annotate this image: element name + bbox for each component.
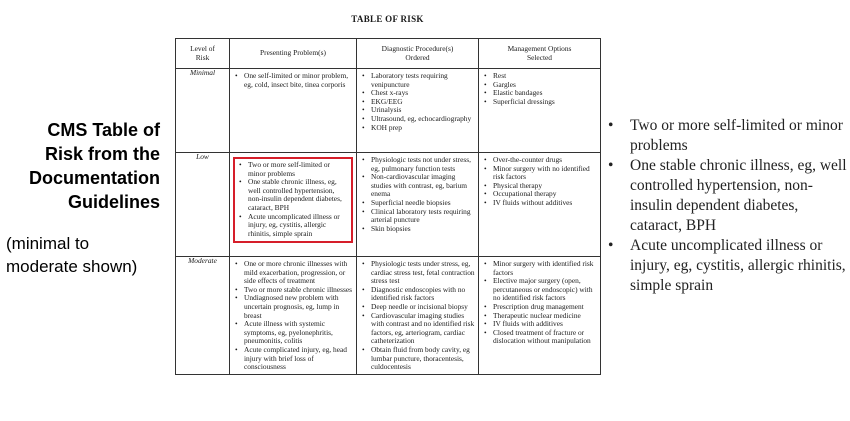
- list-item: • Skin biopsies: [360, 225, 475, 234]
- list-item: • KOH prep: [360, 124, 475, 133]
- list-item: • IV fluids with additives: [482, 320, 597, 329]
- list-item: • Acute complicated injury, eg, head injury with brief loss of consciousness: [233, 346, 353, 372]
- cell-low-problems: [230, 153, 357, 257]
- list-item: • EKG/EEG: [360, 98, 475, 107]
- list-item: • Laboratory tests requiring venipuncture: [360, 72, 475, 89]
- list-item: • Acute uncomplicated illness or injury, eg, cystitis, allergic rhinitis, simple sprain: [606, 236, 850, 296]
- list-item: • Closed treatment of fracture or dislocation without manipulation: [482, 329, 597, 346]
- list-item: • Non-cardiovascular imaging studies with contrast, eg, barium enema: [360, 173, 475, 199]
- cell-minimal-management: [479, 69, 601, 153]
- list-item: • Deep needle or incisional biopsy: [360, 303, 475, 312]
- list-item: • Chest x-rays: [360, 89, 475, 98]
- list-item: • Elective major surgery (open, percutaneous or endoscopic) with no identified risk factors: [482, 277, 597, 303]
- list-item: • Physiologic tests under stress, eg, cardiac stress test, fetal contraction stress test: [360, 260, 475, 286]
- table-row-minimal: [176, 69, 601, 153]
- list-item: • One stable chronic illness, eg, well controlled hypertension, non-insulin dependent diabetes, cataract, BPH: [237, 178, 349, 212]
- level-low: Low: [176, 153, 230, 257]
- list-item: • One or more chronic illnesses with mild exacerbation, progression, or side effects of treatment: [233, 260, 353, 286]
- list-item: • Two or more stable chronic illnesses: [233, 286, 353, 295]
- list-item: • Superficial dressings: [482, 98, 597, 107]
- list-item: • Minor surgery with no identified risk factors: [482, 165, 597, 182]
- list-item: • Two or more self-limited or minor problems: [606, 116, 850, 156]
- cell-minimal-diagnostics: [357, 69, 479, 153]
- table-header-row: [176, 39, 601, 69]
- list-item: • One stable chronic illness, eg, well controlled hypertension, non-insulin dependent diabetes, cataract, BPH: [606, 156, 850, 236]
- list-item: • Therapeutic nuclear medicine: [482, 312, 597, 321]
- cell-moderate-diagnostics: [357, 257, 479, 375]
- list-item: • IV fluids without additives: [482, 199, 597, 208]
- list-item: • Obtain fluid from body cavity, eg lumbar puncture, thoracentesis, culdocentesis: [360, 346, 475, 372]
- list-item: • Acute uncomplicated illness or injury, eg, cystitis, allergic rhinitis, simple sprain: [237, 213, 349, 239]
- list-item: • Clinical laboratory tests requiring arterial puncture: [360, 208, 475, 225]
- header-diagnostic-procedures: Diagnostic Procedure(s) Ordered: [357, 39, 479, 69]
- left-caption: [0, 118, 170, 278]
- cell-minimal-problems: [230, 69, 357, 153]
- list-item: • Occupational therapy: [482, 190, 597, 199]
- cell-moderate-management: [479, 257, 601, 375]
- cell-low-management: [479, 153, 601, 257]
- list-item: • One self-limited or minor problem, eg, cold, insect bite, tinea corporis: [233, 72, 353, 89]
- list-item: • Physical therapy: [482, 182, 597, 191]
- header-management-options: Management Options Selected: [479, 39, 601, 69]
- list-item: • Two or more self-limited or minor problems: [237, 161, 349, 178]
- right-bullet-list: [606, 116, 850, 296]
- level-minimal: Minimal: [176, 69, 230, 153]
- header-presenting-problems: Presenting Problem(s): [230, 39, 357, 69]
- list-item: • Ultrasound, eg, echocardiography: [360, 115, 475, 124]
- list-item: • Diagnostic endoscopies with no identified risk factors: [360, 286, 475, 303]
- cms-table-title: CMS Table of Risk from the Documentation Guidelines: [28, 120, 160, 212]
- cell-moderate-problems: [230, 257, 357, 375]
- cell-low-diagnostics: [357, 153, 479, 257]
- list-item: • Over-the-counter drugs: [482, 156, 597, 165]
- list-item: • Undiagnosed new problem with uncertain prognosis, eg, lump in breast: [233, 294, 353, 320]
- list-item: • Rest: [482, 72, 597, 81]
- list-item: • Superficial needle biopsies: [360, 199, 475, 208]
- risk-table: [175, 38, 601, 375]
- list-item: • Gargles: [482, 81, 597, 90]
- list-item: • Prescription drug management: [482, 303, 597, 312]
- header-level-of-risk: Level of Risk: [176, 39, 230, 69]
- list-item: • Physiologic tests not under stress, eg, pulmonary function tests: [360, 156, 475, 173]
- level-moderate: Moderate: [176, 257, 230, 375]
- list-item: • Acute illness with systemic symptoms, eg, pyelonephritis, pneumonitis, colitis: [233, 320, 353, 346]
- cms-table-subtitle: (minimal to moderate shown): [6, 234, 138, 276]
- list-item: • Elastic bandages: [482, 89, 597, 98]
- table-row-low: [176, 153, 601, 257]
- list-item: • Cardiovascular imaging studies with contrast and no identified risk factors, eg, arteriogram, cardiac catheterization: [360, 312, 475, 346]
- highlight-box: [233, 157, 353, 243]
- table-row-moderate: [176, 257, 601, 375]
- list-item: • Minor surgery with identified risk factors: [482, 260, 597, 277]
- list-item: • Urinalysis: [360, 106, 475, 115]
- table-title: TABLE OF RISK: [351, 14, 424, 24]
